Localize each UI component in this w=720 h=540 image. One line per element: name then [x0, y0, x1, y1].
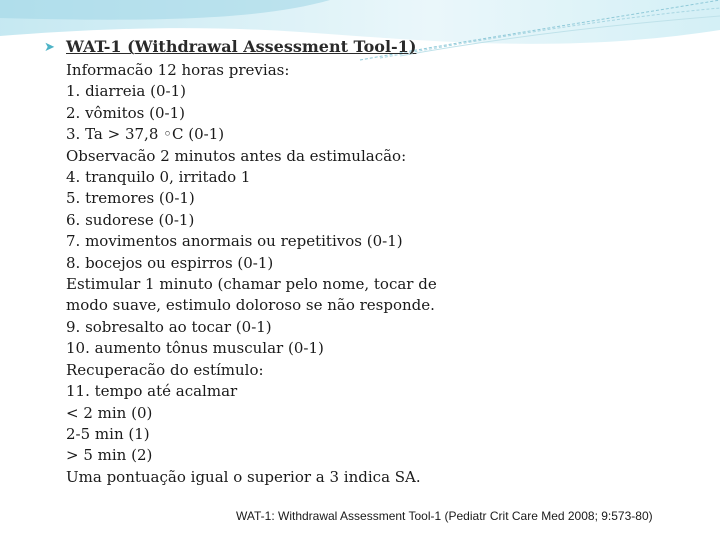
content-line: Estimular 1 minuto (chamar pelo nome, tocar de [66, 275, 437, 294]
content-line: 11. tempo até acalmar [66, 382, 238, 401]
content-line: < 2 min (0) [66, 403, 153, 422]
content-line: > 5 min (2) [66, 446, 153, 465]
content-line: 9. sobresalto ao tocar (0-1) [66, 317, 272, 336]
content-line: 7. movimentos anormais ou repetitivos (0-1) [66, 232, 403, 251]
footer-citation: WAT-1: Withdrawal Assessment Tool-1 (Pediatr Crit Care Med 2008; 9:573-80) [236, 509, 653, 523]
content-line: Recuperacão do estímulo: [66, 360, 264, 379]
content-line: modo suave, estimulo doloroso se não responde. [66, 296, 435, 315]
content-line: 1. diarreia (0-1) [66, 82, 187, 101]
content-line: Uma pontuação igual o superior a 3 indica SA. [66, 467, 421, 486]
slide-title: WAT-1 (Withdrawal Assessment Tool-1) [66, 37, 417, 56]
content-line: 2. vômitos (0-1) [66, 103, 185, 122]
arrow-bullet-icon: ➤ [44, 40, 55, 55]
content-line: Observacão 2 minutos antes da estimulacão: [66, 146, 407, 165]
content-line: 3. Ta > 37,8 ◦C (0-1) [66, 125, 225, 144]
content-line: Informacão 12 horas previas: [66, 61, 290, 79]
content-line: 6. sudorese (0-1) [66, 210, 195, 229]
content-line: 8. bocejos ou espirros (0-1) [66, 253, 274, 272]
slide-content [66, 60, 666, 488]
content-line: 2-5 min (1) [66, 424, 150, 443]
content-line: 10. aumento tônus muscular (0-1) [66, 339, 324, 358]
content-line: 4. tranquilo 0, irritado 1 [66, 168, 251, 187]
content-line: 5. tremores (0-1) [66, 189, 195, 208]
